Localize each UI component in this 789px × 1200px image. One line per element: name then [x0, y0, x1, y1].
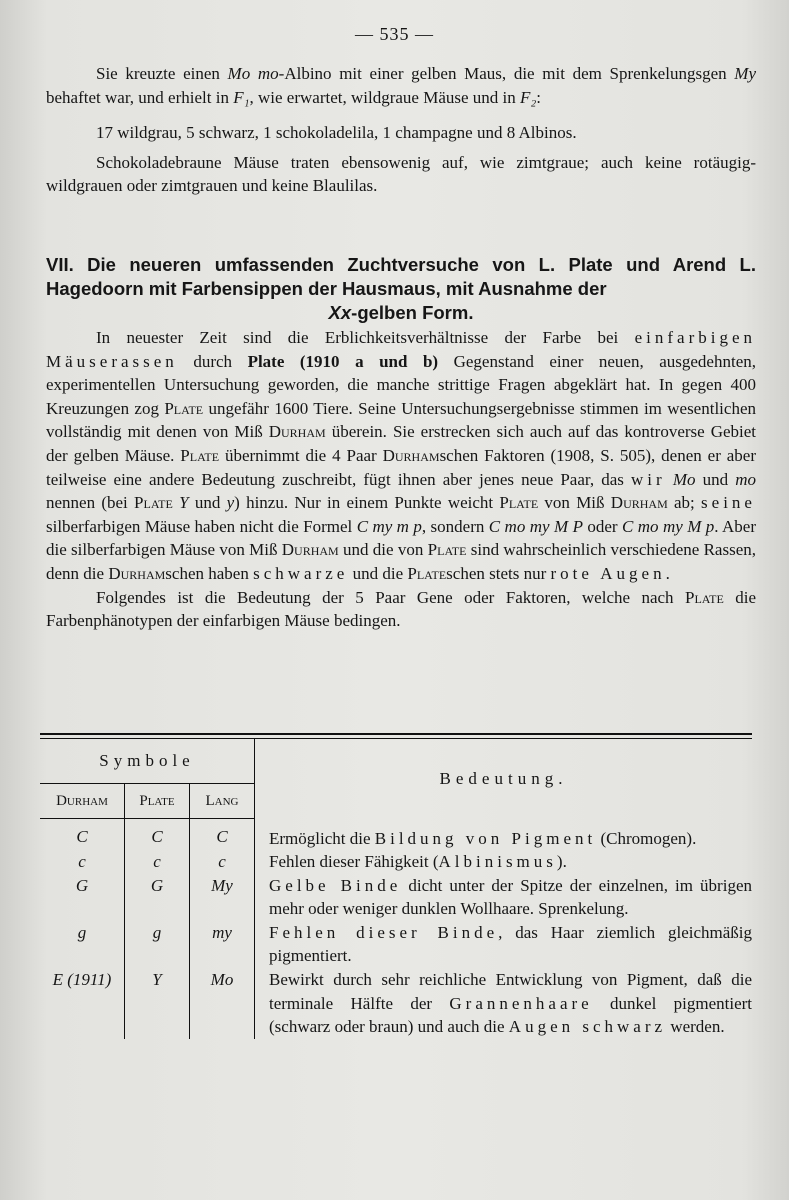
body-paragraph-1 [46, 326, 756, 586]
text-run: : [536, 87, 542, 107]
body-section [46, 326, 756, 633]
text-run: Gelbe Binde [269, 875, 402, 895]
text-run: Plate [685, 587, 724, 607]
text-run: und die [348, 563, 408, 583]
text-run: (Chromogen). [596, 828, 697, 848]
text-run: silberfarbigen Mäuse haben nicht die Formel [46, 516, 357, 536]
intro-paragraph-1 [46, 62, 756, 109]
gene-symbol: Mo mo [227, 64, 279, 83]
col-durham: Durham [40, 784, 125, 819]
table-row [40, 819, 752, 851]
text-run: die Farbenphänotypen der einfarbigen Mäuse bedingen. [46, 587, 756, 631]
table-row [40, 921, 752, 968]
text-run: dunkel pigmentiert (schwarz oder braun) und auch die [269, 993, 753, 1037]
text-run: und [695, 469, 736, 489]
table-row [40, 968, 752, 1039]
text-run: Plate (1910 a und b) [247, 351, 439, 371]
symbol-lang: My [190, 874, 255, 921]
text-run: Plate [499, 493, 539, 513]
text-run: , wie erwartet, wildgraue Mäuse und in [249, 87, 520, 107]
text-run: Augen schwarz [508, 1017, 667, 1037]
text-run: und [188, 493, 227, 513]
symbol-durham: g [40, 921, 125, 968]
symbol-lang: C [190, 819, 255, 851]
text-run: Durham [610, 493, 668, 513]
text-run: ). [556, 852, 567, 872]
text-run: , das Haar ziemlich gleichmäßig pigmentiert. [269, 922, 753, 966]
text-run: Plate [407, 563, 447, 583]
text-run: Y [179, 493, 189, 513]
symbol-plate: g [125, 921, 190, 968]
generation-symbol: F₁ [233, 87, 250, 107]
text-run: einfarbigen Mäuserassen [46, 328, 756, 371]
header-meaning: Bedeutung. [255, 739, 753, 819]
meaning-cell [255, 819, 753, 851]
symbol-lang: my [190, 921, 255, 968]
symbol-plate: C [125, 819, 190, 851]
text-run: Gegenstand einer neuen, ausgedehnten, experimentellen Untersuchung geworden, die manche strittige Fragen abgeklärt hat. In gegen 400 Kreuzungen zog [46, 351, 756, 418]
text-run: In neuester Zeit sind die Erblichkeitsverhältnisse der Farbe bei [96, 328, 635, 347]
text-run: -Albino mit einer gelben Maus, die mit dem Sprenkelungsgen [278, 64, 735, 83]
text-run: . [665, 563, 670, 583]
text-run: . Aber die silberfarbigen Mäuse von Miß [46, 516, 756, 560]
text-run: oder [582, 516, 622, 536]
col-plate: Plate [125, 784, 190, 819]
text-run: mo [735, 469, 757, 489]
text-run: überein. Sie erstrecken sich auch auf das kontroverse Gebiet der gelben Mäuse. [46, 422, 757, 465]
text-run: Grannenhaare [449, 993, 593, 1013]
gene-symbol: My [734, 64, 756, 83]
symbol-plate: c [125, 850, 190, 874]
text-run: Albinismus [438, 852, 557, 872]
text-run: durch [177, 351, 248, 371]
text-run: Bewirkt durch sehr reichliche Entwicklung von Pigment, daß die terminale Hälfte der [269, 970, 752, 1013]
text-run: schen Faktoren (1908, S. 505), denen er aber teilweise eine andere Bedeutung zuschreibt, fügt ihnen aber jenes neue Paar, das [46, 445, 757, 489]
table-body [40, 819, 752, 1039]
text-run: C my m p [356, 516, 422, 536]
symbol-durham: c [40, 850, 125, 874]
symbol-lang: c [190, 850, 255, 874]
intro-section [46, 62, 756, 198]
text-run: C mo my M p [622, 516, 715, 536]
meaning-cell [255, 968, 753, 1039]
heading-rest: -gelben Form. [351, 302, 474, 323]
text-run: seine [701, 493, 756, 513]
text-run: , sondern [421, 516, 489, 536]
section-heading [46, 253, 756, 325]
text-run: Durham [108, 563, 166, 583]
text-run: Fehlen dieser Binde [269, 922, 499, 942]
text-run: Plate [134, 493, 173, 513]
col-lang: Lang [190, 784, 255, 819]
text-run: Durham [382, 445, 440, 465]
text-run: Bildung von Pigment [374, 828, 597, 848]
text-run: schen haben [165, 563, 254, 583]
text-run: schen stets nur [446, 563, 551, 583]
text-run: ) hinzu. Nur in einem Punkte weicht [234, 493, 500, 513]
body-paragraph-2 [46, 586, 756, 633]
text-run: wir [631, 469, 666, 489]
text-run: ab; [667, 493, 702, 513]
text-run: Plate [180, 445, 220, 465]
table-row [40, 850, 752, 874]
symbol-plate: G [125, 874, 190, 921]
symbol-durham: C [40, 819, 125, 851]
heading-symbol: Xx [328, 302, 352, 323]
text-run: Sie kreuzte einen [96, 64, 228, 83]
symbol-plate: Y [125, 968, 190, 1039]
text-run: Plate [164, 398, 204, 418]
gene-table [40, 733, 752, 1039]
text-run: werden. [666, 1017, 725, 1037]
text-run: Fehlen dieser Fähigkeit ( [269, 852, 439, 872]
offspring-counts: 17 wildgrau, 5 schwarz, 1 schokoladelila, 1 champagne und 8 Albinos. [96, 123, 577, 143]
generation-symbol: F₂ [520, 87, 537, 107]
symbol-durham: G [40, 874, 125, 921]
text-run: y [226, 493, 235, 513]
meaning-cell [255, 874, 753, 921]
text-run: Mo [672, 469, 696, 489]
text-run: ungefähr 1600 Tiere. Seine Untersuchungsergebnisse stimmen im wesentlichen vollständig mit denen von Miß [46, 398, 756, 442]
symbol-lang: Mo [190, 968, 255, 1039]
text-run [666, 470, 673, 489]
symbol-durham: E (1911) [40, 968, 125, 1039]
text-run: C mo my M P [488, 516, 583, 536]
meaning-cell [255, 921, 753, 968]
text-run: Plate [427, 540, 467, 560]
header-symbols: Symbole [40, 739, 255, 784]
text-run: sind wahrscheinlich verschiedene Rassen, denn die [46, 540, 756, 583]
heading-line-2 [46, 301, 756, 325]
text-run: übernimmt die 4 Paar [219, 445, 383, 465]
intro-paragraph-2: Schokoladebraune Mäuse traten ebensowenig auf, wie zimtgraue; auch keine rotäugig-wildgrauen oder zimtgrauen und keine Blaulilas. [46, 152, 756, 196]
page-number: — 535 — [355, 24, 434, 44]
text-run: nennen (bei [46, 493, 135, 513]
text-run: von Miß [538, 493, 611, 513]
text-run: Durham [268, 422, 326, 442]
text-run: Durham [281, 540, 339, 560]
gene-table-grid [40, 739, 752, 1039]
heading-line-1: VII. Die neueren umfassenden Zuchtversuche von L. Plate und Arend L. Hagedoorn mit Farbensippen der Hausmaus, mit Ausnahme der [46, 254, 756, 299]
text-run: Ermöglicht die [269, 828, 375, 848]
text-run: behaftet war, und erhielt in [46, 87, 234, 107]
text-run: dicht unter der Spitze der einzelnen, im übrigen mehr oder weniger dunklen Wollhaare. Sprenkelung. [269, 875, 752, 919]
text-run: rote Augen [550, 563, 666, 583]
text-run: schwarze [253, 563, 349, 583]
table-row [40, 874, 752, 921]
text-run: Folgendes ist die Bedeutung der 5 Paar Gene oder Faktoren, welche nach [96, 587, 685, 607]
text-run: und die von [338, 540, 428, 560]
meaning-cell [255, 850, 753, 874]
